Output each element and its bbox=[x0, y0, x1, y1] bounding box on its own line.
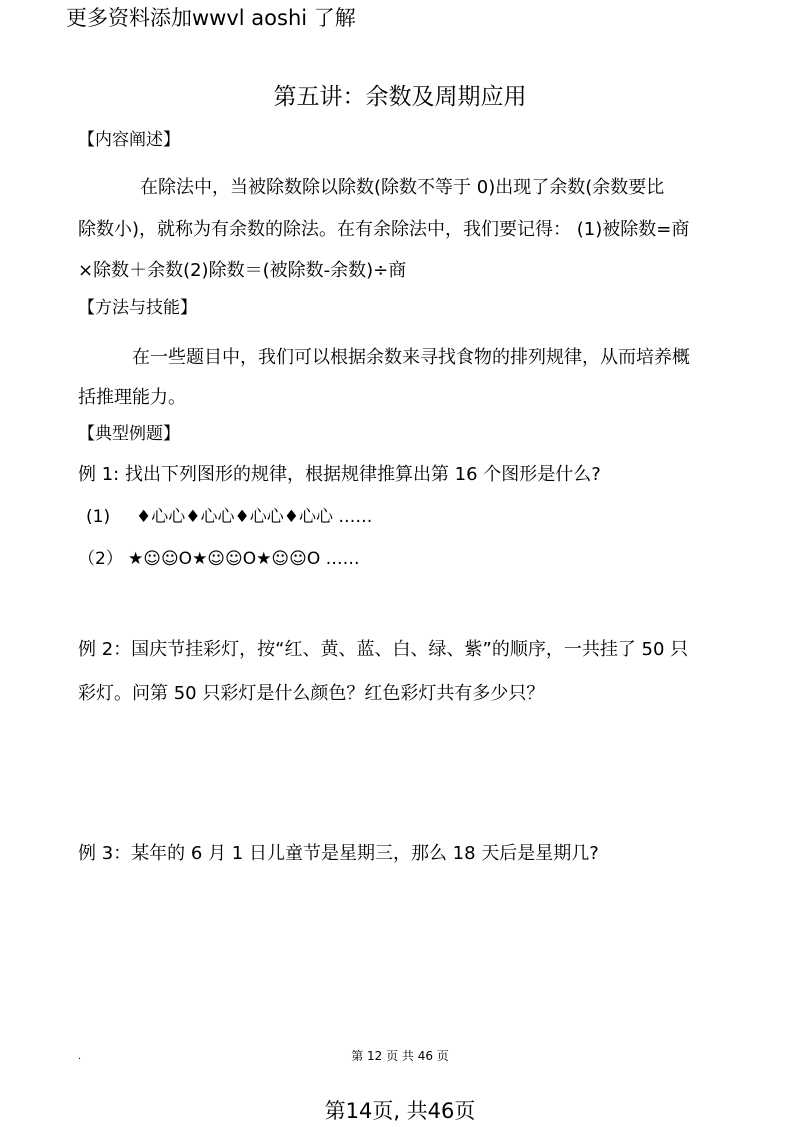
footer-page-number-small: 第 12 页 共 46 页 bbox=[351, 1049, 449, 1063]
example2-line-1: 例 2：国庆节挂彩灯，按“红、黄、蓝、白、绿、紫”的顺序，一共挂了 50 只 bbox=[78, 639, 689, 660]
method-line-1: 在一些题目中，我们可以根据余数来寻找食物的排列规律，从而培养概 bbox=[132, 347, 690, 368]
content-line-2: 除数小)，就称为有余数的除法。在有余除法中，我们要记得： (1)被除数=商 bbox=[78, 219, 690, 240]
pattern-1-sequence: ♦心心♦心心♦心心♦心心 …… bbox=[136, 507, 373, 527]
example1-question: 例 1: 找出下列图形的规律，根据规律推算出第 16 个图形是什么? bbox=[78, 464, 601, 485]
method-line-2: 括推理能力。 bbox=[78, 387, 186, 408]
footer-dot: . bbox=[78, 1051, 82, 1062]
content-line-3: ×除数＋余数(2)除数＝(被除数-余数)÷商 bbox=[78, 260, 407, 281]
pattern-2-sequence: ★☺☺O★☺☺O★☺☺O …… bbox=[128, 549, 360, 569]
example1-pattern-1 bbox=[86, 509, 372, 526]
content-line-1: 在除法中，当被除数除以除数(除数不等于 0)出现了余数(余数要比 bbox=[140, 177, 665, 198]
pattern-2-label: （2） bbox=[78, 549, 123, 569]
footer-page-number-large: 第14页, 共46页 bbox=[324, 1099, 476, 1123]
section-heading-examples: 【典型例题】 bbox=[78, 424, 180, 444]
watermark-text: 更多资料添加wwvl aoshi 了解 bbox=[66, 6, 356, 30]
page-title: 第五讲：余数及周期应用 bbox=[273, 84, 527, 110]
example1-pattern-2 bbox=[78, 551, 360, 568]
example2-line-2: 彩灯。问第 50 只彩灯是什么颜色？红色彩灯共有多少只？ bbox=[78, 683, 545, 704]
section-heading-content: 【内容阐述】 bbox=[78, 130, 180, 150]
section-heading-method: 【方法与技能】 bbox=[78, 298, 197, 318]
example3-question: 例 3：某年的 6 月 1 日儿童节是星期三，那么 18 天后是星期几? bbox=[78, 843, 599, 864]
pattern-1-label: (1) bbox=[86, 507, 111, 527]
